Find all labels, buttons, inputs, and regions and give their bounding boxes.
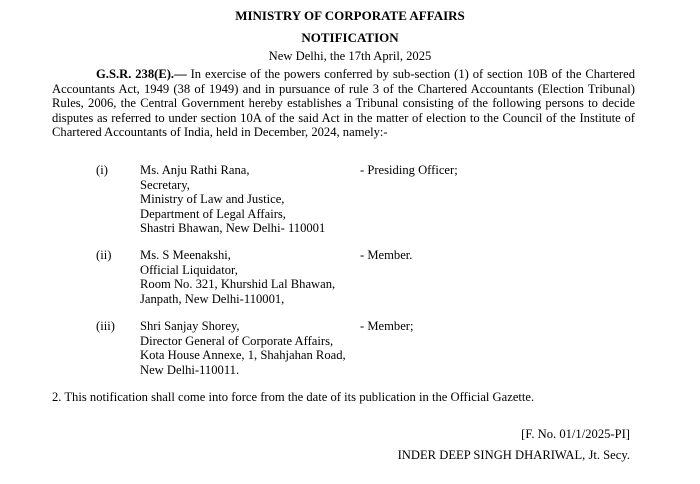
member-number: (ii) xyxy=(96,248,112,262)
member-address xyxy=(140,163,370,236)
member-address xyxy=(140,248,370,306)
member-address-line: Kota House Annexe, 1, Shahjahan Road, xyxy=(140,348,346,363)
effective-date-paragraph: 2. This notification shall come into force from the date of its publication in the Official Gazette. xyxy=(52,390,535,404)
member-role: - Presiding Officer; xyxy=(360,163,458,177)
member-address-line: Janpath, New Delhi-110001, xyxy=(140,291,285,306)
member-address-line: Department of Legal Affairs, xyxy=(140,206,286,221)
member-address-line: Room No. 321, Khurshid Lal Bhawan, xyxy=(140,277,336,292)
gsr-dash: — xyxy=(174,67,187,81)
gsr-number: G.S.R. 238(E). xyxy=(96,67,175,81)
signatory: INDER DEEP SINGH DHARIWAL, Jt. Secy. xyxy=(397,448,630,462)
preamble-paragraph xyxy=(52,67,635,140)
member-address-line: New Delhi-110011. xyxy=(140,362,240,377)
preamble-text: In exercise of the powers conferred by sub-section (1) of section 10B of the Chartered Accountants Act, 1949 (38 of 1949) and in pursuance of rule 3 of the Chartered Accountants (Election Tribunal) Rules, 2006, the Central Government hereby establishes a Tribunal consisting of the following persons to decide disputes as referred to under section 10A of the said Act in the matter of election to the Council of the Institute of Chartered Accountants of India, held in December, 2024, namely:- xyxy=(52,67,635,140)
member-address-line: Official Liquidator, xyxy=(140,262,238,277)
member-role: - Member; xyxy=(360,319,414,333)
member-number: (iii) xyxy=(96,319,115,333)
member-role: - Member. xyxy=(360,248,413,262)
member-address-line: Shastri Bhawan, New Delhi- 110001 xyxy=(140,221,326,236)
member-address-line: Shri Sanjay Shorey, xyxy=(140,319,240,333)
member-address-line: Ms. S Meenakshi, xyxy=(140,248,231,262)
member-address-line: Secretary, xyxy=(140,177,190,192)
member-address-line: Ms. Anju Rathi Rana, xyxy=(140,163,250,177)
member-address-line: Director General of Corporate Affairs, xyxy=(140,333,334,348)
notification-title: NOTIFICATION xyxy=(301,30,399,45)
member-number: (i) xyxy=(96,163,108,177)
ministry-heading: MINISTRY OF CORPORATE AFFAIRS xyxy=(235,8,465,23)
date-line: New Delhi, the 17th April, 2025 xyxy=(268,49,432,63)
member-address-line: Ministry of Law and Justice, xyxy=(140,192,285,207)
member-address xyxy=(140,319,370,377)
file-number: [F. No. 01/1/2025-PI] xyxy=(521,427,630,441)
